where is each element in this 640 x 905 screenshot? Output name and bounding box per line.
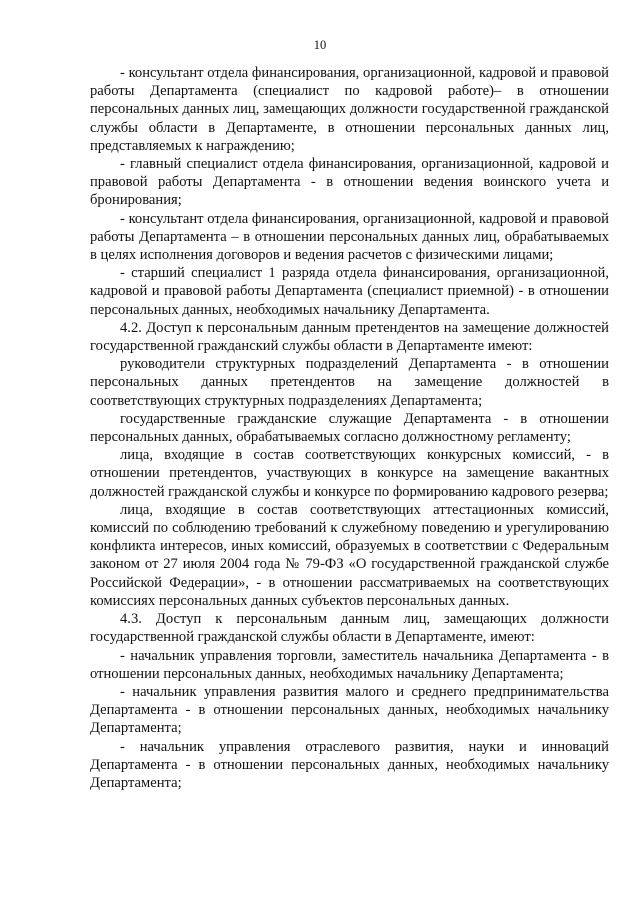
page-number: 10 [313, 38, 327, 52]
section-paragraph-4-2: 4.2. Доступ к персональным данным претендентов на замещение должностей государственной гражданский службы области в Департаменте имеют: [90, 319, 609, 355]
paragraph: - консультант отдела финансирования, организационной, кадровой и правовой работы Департамента (специалист по кадровой работе)– в отношении персональных данных лиц, замещающих должности государственной гражданской службы области в Департаменте, в отношении персональных данных лиц, представляемых к награждению; [90, 65, 609, 154]
paragraph: - начальник управления отраслевого развития, науки и инноваций Департамента - в отношении персональных данных, необходимых начальнику Департамента; [90, 738, 609, 791]
paragraph: лица, входящие в состав соответствующих аттестационных комиссий, комиссий по соблюдению требований к служебному поведению и урегулированию конфликта интересов, иных комиссий, образуемых в соответствии с Федеральным законом от 27 июля 2004 года № 79-ФЗ «О государственной гражданской службе Российской Федерации», - в отношении рассматриваемых на соответствующих комиссиях персональных данных субъектов персональных данных. [90, 501, 609, 609]
paragraph: - старший специалист 1 разряда отдела финансирования, организационной, кадровой и правовой работы Департамента (специалист приемной) - в отношении персональных данных, необходимых начальнику Департамента. [90, 265, 609, 318]
paragraph: лица, входящие в состав соответствующих конкурсных комиссий, - в отношении претендентов, участвующих в конкурсе на замещение вакантных должностей гражданской службы и конкурсе по формированию кадрового резерва; [90, 447, 609, 500]
section-paragraph-4-3: 4.3. Доступ к персональным данным лиц, замещающих должности государственной гражданской службы области в Департаменте, имеют: [90, 611, 609, 646]
paragraph: - начальник управления развития малого и среднего предпринимательства Департамента - в отношении персональных данных, необходимых начальнику Департамента; [90, 683, 609, 737]
document-body [90, 64, 609, 792]
paragraph: - главный специалист отдела финансирования, организационной, кадровой и правовой работы Департамента - в отношении ведения воинского учета и бронирования; [90, 156, 609, 209]
paragraph: - начальник управления торговли, заместитель начальника Департамента - в отношении персональных данных, необходимых начальнику Департамента; [90, 647, 609, 682]
paragraph: - консультант отдела финансирования, организационной, кадровой и правовой работы Департамента – в отношении персональных данных лиц, обрабатываемых в целях исполнения договоров и ведения расчетов с физическими лицами; [90, 210, 609, 264]
paragraph: государственные гражданские служащие Департамента - в отношении персональных данных, обрабатываемых согласно должностному регламенту; [90, 410, 609, 446]
paragraph: руководители структурных подразделений Департамента - в отношении персональных данных претендентов на замещение должностей в соответствующих структурных подразделениях Департамента; [90, 356, 609, 409]
